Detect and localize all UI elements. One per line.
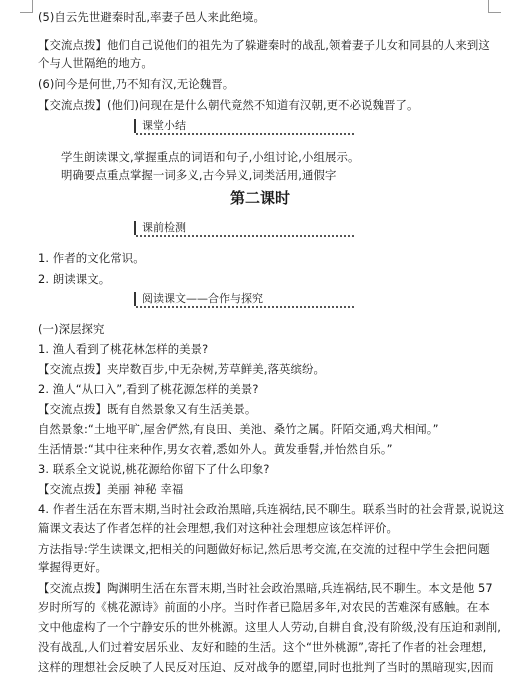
- page-corner-mark-left: [20, 0, 33, 13]
- section-heading-read: [134, 291, 354, 307]
- paragraph-line: 1. 作者的文化常识。: [38, 251, 145, 265]
- heading-dotted-rule: [136, 306, 354, 308]
- paragraph-line: 【交流点拨】既有自然景象又有生活美景。: [38, 402, 257, 416]
- paragraph-line: 1. 渔人看到了桃花林怎样的美景?: [38, 342, 209, 356]
- paragraph-line: 【交流点拨】他们自己说他们的祖先为了躲避秦时的战乱,领着妻子儿女和同县的人来到这: [38, 38, 490, 52]
- paragraph-line: 【交流点拨】(他们)问现在是什么朝代竟然不知道有汉朝,更不必说魏晋了。: [38, 98, 419, 112]
- paragraph-line: 【交流点拨】陶渊明生活在东晋末期,当时社会政治黑暗,兵连祸结,民不聊生。本文是他 57: [38, 581, 493, 595]
- paragraph-line: 2. 朗读课文。: [38, 272, 111, 286]
- paragraph-line: 没有战乱,人们过着安居乐业、友好和睦的生活。这个“世外桃源”,寄托了作者的社会理想,: [38, 640, 487, 654]
- paragraph-line: (6)问今是何世,乃不知有汉,无论魏晋。: [38, 77, 235, 91]
- paragraph-line: 【交流点拨】夹岸数百步,中无杂树,芳草鲜美,落英缤纷。: [38, 362, 325, 376]
- section-heading-text: 课前检测: [142, 221, 186, 234]
- paragraph-line: 自然景象:“土地平旷,屋舍俨然,有良田、美池、桑竹之属。阡陌交通,鸡犬相闻。”: [38, 422, 439, 436]
- paragraph-line: 岁时所写的《桃花源诗》前面的小序。当时作者已隐居多年,对农民的苦难深有感触。在本: [38, 600, 490, 614]
- paragraph-line: 这样的理想社会反映了人民反对压迫、反对战争的愿望,同时也批判了当时的黑暗现实,因而: [38, 660, 494, 674]
- section-heading-pretest: [134, 220, 354, 236]
- paragraph-line: 4. 作者生活在东晋末期,当时社会政治黑暗,兵连祸结,民不聊生。联系当时的社会背景,说说这: [38, 502, 505, 516]
- paragraph-line: (5)自云先世避秦时乱,率妻子邑人来此绝境。: [38, 10, 265, 24]
- page-corner-mark-right: [488, 0, 501, 13]
- heading-bar: [134, 221, 136, 235]
- paragraph-line: (一)深层探究: [38, 322, 105, 336]
- section-heading-summary: [134, 118, 354, 134]
- paragraph-line: 文中他虚构了一个宁静安乐的世外桃源。这里人人劳动,自耕自食,没有阶级,没有压迫和剥削,: [38, 620, 502, 634]
- paragraph-line: 3. 联系全文说说,桃花源给你留下了什么印象?: [38, 462, 270, 476]
- heading-bar: [134, 292, 136, 306]
- paragraph-line: 学生朗读课文,掌握重点的词语和句子,小组讨论,小组展示。: [61, 150, 360, 164]
- paragraph-line: 2. 渔人“从口入”,看到了桃花源怎样的美景?: [38, 382, 259, 396]
- section-heading-text: 阅读课文——合作与探究: [142, 292, 263, 305]
- section-heading-text: 课堂小结: [142, 119, 186, 132]
- paragraph-line: 篇课文表达了作者怎样的社会理想,我们对这种社会理想应该怎样评价。: [38, 521, 398, 535]
- paragraph-line: 生活情景:“其中往来种作,男女衣着,悉如外人。黄发垂髫,并怡然自乐。”: [38, 442, 393, 456]
- heading-bar: [134, 119, 136, 133]
- paragraph-line: 【交流点拨】美丽 神秘 幸福: [38, 482, 184, 496]
- paragraph-line: 个与人世隔绝的地方。: [38, 56, 153, 70]
- paragraph-line: 方法指导:学生读课文,把相关的问题做好标记,然后思考交流,在交流的过程中学生会把问题: [38, 542, 490, 556]
- paragraph-line: 明确要点重点掌握一词多义,古今异义,词类活用,通假字: [61, 168, 337, 182]
- paragraph-line: 掌握得更好。: [38, 560, 107, 574]
- heading-dotted-rule: [136, 235, 354, 237]
- page-title: 第二课时: [229, 189, 290, 207]
- heading-dotted-rule: [136, 133, 354, 135]
